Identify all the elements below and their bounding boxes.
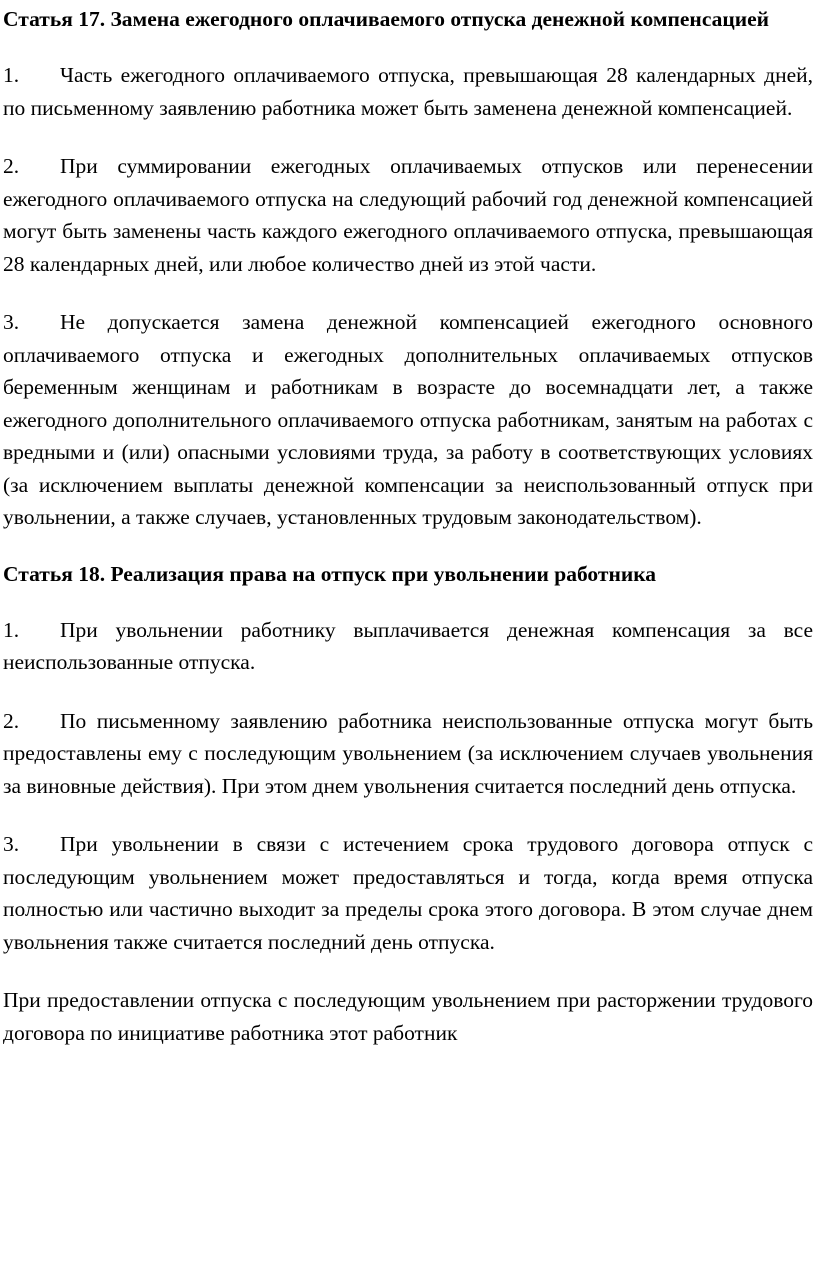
item-text: Не допускается замена денежной компенсацией ежегодного основного оплачиваемого отпуска и ежегодных дополнительных оплачиваемых отпусков беременным женщинам и работникам в возрасте до восемнадцати лет, а также ежегодного дополнительного оплачиваемого отпуска работникам, занятым на работах с вредными и (или) опасными условиями труда, за работу в соответствующих условиях (за исключением выплаты денежной компенсации за неиспользованный отпуск при увольнении, а также случаев, установленных трудовым законодательством). <box>3 310 813 529</box>
item-number: 1. <box>3 617 20 642</box>
article-18-item-2 <box>3 705 813 803</box>
item-text: По письменному заявлению работника неиспользованные отпуска могут быть предоставлены ему с последующим увольнением (за исключением случаев увольнения за виновные действия). При этом днем увольнения считается последний день отпуска. <box>3 708 813 798</box>
item-text: При увольнении работнику выплачивается денежная компенсация за все неиспользованные отпуска. <box>3 617 813 674</box>
article-18-item-3 <box>3 828 813 958</box>
item-number: 2. <box>3 154 20 178</box>
item-text: При увольнении в связи с истечением срока трудового договора отпуск с последующим увольнением может предоставляться и тогда, когда время отпуска полностью или частично выходит за пределы срока этого договора. В этом случае днем увольнения также считается последний день отпуска. <box>3 832 813 954</box>
item-text: Часть ежегодного оплачиваемого отпуска, превышающая 28 календарных дней, по письменному заявлению работника может быть заменена денежной компенсацией. <box>3 63 813 120</box>
item-number: 2. <box>3 708 20 733</box>
item-number: 1. <box>3 63 20 87</box>
article-18-closing-paragraph: При предоставлении отпуска с последующим увольнением при расторжении трудового договора по инициативе работника этот работник <box>3 988 813 1045</box>
article-17-item-2 <box>3 150 813 280</box>
item-number: 3. <box>3 310 20 334</box>
article-18-item-1 <box>3 614 813 679</box>
article-17-title: Статья 17. Замена ежегодного оплачиваемого отпуска денежной компенсацией <box>3 7 770 31</box>
article-17-item-1 <box>3 59 813 124</box>
item-number: 3. <box>3 832 20 856</box>
article-17-item-3 <box>3 306 813 534</box>
article-18-title: Статья 18. Реализация права на отпуск при увольнении работника <box>3 561 657 586</box>
item-text: При суммировании ежегодных оплачиваемых отпусков или перенесении ежегодного оплачиваемого отпуска на следующий рабочий год денежной компенсацией могут быть заменены часть каждого ежегодного оплачиваемого отпуска, превышающая 28 календарных дней, или любое количество дней из этой части. <box>3 154 813 276</box>
